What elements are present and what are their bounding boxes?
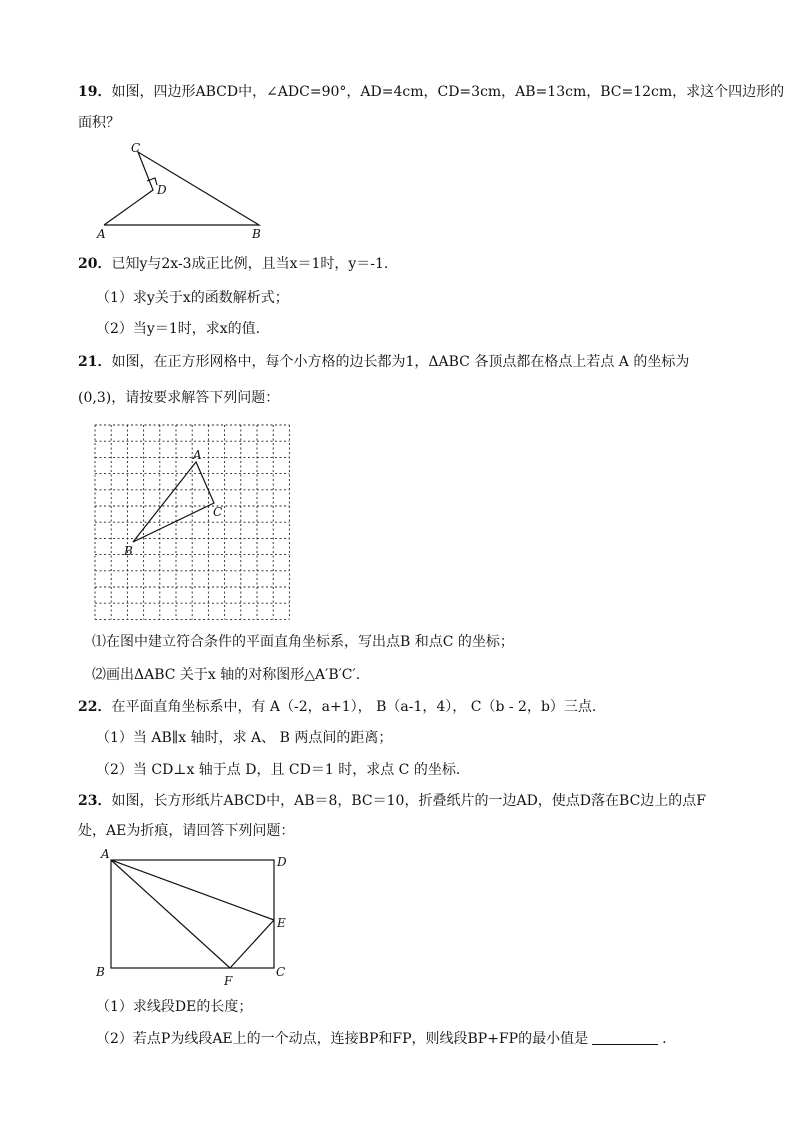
q23-label-a: A (101, 847, 110, 861)
q21-label-c: C (213, 505, 223, 519)
q19-label-a: A (97, 227, 106, 241)
q19-label-d: D (157, 183, 167, 197)
q23-sub2-text: （2）若点P为线段AE上的一个动点，连接BP和FP，则线段BP+FP的最小值是 (96, 1031, 589, 1047)
q20-sub2: （2）当y＝1时，求x的值. (96, 321, 261, 337)
q23-number: 23． (78, 793, 112, 809)
q23-label-f: F (224, 974, 233, 988)
q21-text-2: (0,3)，请按要求解答下列问题： (78, 390, 280, 406)
q21-label-b: B (124, 544, 133, 558)
q20-sub1: （1）求y关于x的函数解析式； (96, 290, 289, 306)
q21-sub1: ⑴在图中建立符合条件的平面直角坐标系，写出点B 和点C 的坐标； (92, 634, 514, 650)
q23-rectangle-abcd (111, 860, 274, 968)
q19-text-1: 如图，四边形ABCD中，∠ADC=90°，AD=4cm，CD=3cm，AB=13cm，BC=12cm，求这个四边形的 (111, 84, 785, 100)
q23-sub2-line (96, 1029, 667, 1049)
q23-label-b: B (96, 965, 105, 979)
q23-text-2: 处，AE为折痕，请回答下列问题： (78, 823, 295, 839)
q23-line-af (111, 860, 230, 968)
q19-label-b: B (252, 227, 261, 241)
q23-line-ae (111, 860, 274, 920)
q20-number: 20． (78, 256, 112, 272)
q22-text: 在平面直角坐标系中，有 A（-2，a+1）， B（a-1，4）， C（b - 2，b）三点. (111, 699, 597, 715)
q20-text: 已知y与2x-3成正比例，且当x＝1时，y＝-1. (111, 256, 389, 272)
q23-label-d: D (277, 855, 287, 869)
q22-number: 22． (78, 699, 112, 715)
q23-sub2-end: . (662, 1031, 667, 1047)
q21-label-a: A (193, 448, 202, 462)
q22-sub1: （1）当 AB∥x 轴时，求 A、 B 两点间的距离； (96, 730, 393, 746)
q21-sub2: ⑵画出ΔABC 关于x 轴的对称图形△A′B′C′. (92, 667, 361, 683)
q21-text-1: 如图，在正方形网格中，每个小方格的边长都为1，ΔABC 各顶点都在格点上若点 A 的坐标为 (111, 354, 690, 370)
q22-sub2: （2）当 CD⊥x 轴于点 D，且 CD＝1 时，求点 C 的坐标. (96, 762, 461, 778)
q23-answer-blank[interactable] (592, 1030, 658, 1045)
q21-number: 21． (78, 354, 112, 370)
q19-label-c: C (131, 141, 141, 155)
q23-sub1: （1）求线段DE的长度； (96, 999, 253, 1015)
q19-number: 19． (78, 84, 112, 100)
q23-label-c: C (276, 965, 286, 979)
q23-label-e: E (277, 916, 286, 930)
q23-text-1: 如图，长方形纸片ABCD中，AB＝8，BC＝10，折叠纸片的一边AD，使点D落在BC边上的点F (111, 793, 706, 809)
q23-line-fe (230, 920, 274, 968)
q19-text-2: 面积？ (78, 115, 120, 131)
